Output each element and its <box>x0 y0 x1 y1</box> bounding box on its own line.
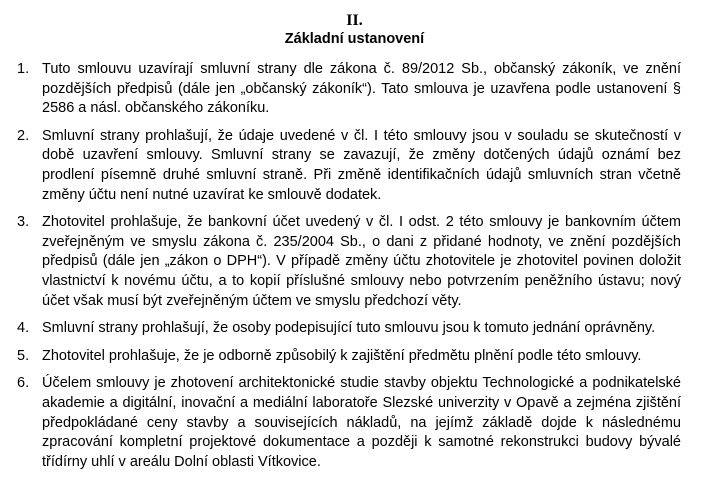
section-number: II. <box>346 12 363 29</box>
provision-item <box>0 213 709 311</box>
provision-text: Zhotovitel prohlašuje, že je odborně způsobilý k zajištění předmětu plnění podle této smlouvy. <box>42 347 642 364</box>
provision-number: 6. <box>17 375 30 392</box>
provision-text: Tuto smlouvu uzavírají smluvní strany dle zákona č. 89/2012 Sb., občanský zákoník, ve znění pozdějších předpisů (dále jen „občanský zákoník“). Tato smlouva je uzavřena podle ustanovení § 2586 a násl. občanského zákoníku. <box>42 61 681 117</box>
provision-text: Účelem smlouvy je zhotovení architektonické studie stavby objektu Technologické a podnikatelské akademie a digitální, inovační a mediální laboratoře Slezské univerzity v Opavě a zejména zjištění předpokládané ceny stavby a souvisejících nákladů, na jejímž základě dojde k následnému zpracování kompletní projektové dokumentace a později k samotné rekonstrukci budovy bývalé třídírny uhlí v areálu Dolní oblasti Vítkovice. <box>42 375 681 470</box>
provision-number: 5. <box>17 347 30 364</box>
provision-item <box>0 60 709 119</box>
provision-item <box>0 347 709 367</box>
provision-text: Zhotovitel prohlašuje, že bankovní účet uvedený v čl. I odst. 2 této smlouvy je bankovním účtem zveřejněným ve smyslu zákona č. 235/2004 Sb., o dani z přidané hodnoty, ve znění pozdějších předpisů (dále jen „zákon o DPH“). V případě změny účtu zhotovitele je zhotovitel povinen doložit vlastnictví k novému účtu, a to kopií příslušné smlouvy nebo potvrzením peněžního ústavu; nový účet však musí být zveřejněným účtem ve smyslu předchozí věty. <box>42 214 681 309</box>
provision-item <box>0 374 709 472</box>
provision-number: 3. <box>17 214 30 231</box>
provision-text: Smluvní strany prohlašují, že osoby podepisující tuto smlouvu jsou k tomuto jednání oprávněny. <box>42 320 656 337</box>
provision-number: 4. <box>17 320 30 337</box>
provision-number: 1. <box>17 61 30 77</box>
section-title: Základní ustanovení <box>284 31 425 47</box>
provision-item <box>0 319 709 339</box>
provisions-list <box>0 60 709 480</box>
provision-text: Smluvní strany prohlašují, že údaje uvedené v čl. I této smlouvy jsou v souladu se skutečností v době uzavření smlouvy. Smluvní strany se zavazují, že změny dotčených údajů oznámí bez prodlení písemně druhé smluvní straně. Při změně identifikačních údajů smluvních stran včetně změny účtu není nutné uzavírat ke smlouvě dodatek. <box>42 127 681 203</box>
provision-item <box>0 127 709 205</box>
provision-number: 2. <box>17 127 30 144</box>
